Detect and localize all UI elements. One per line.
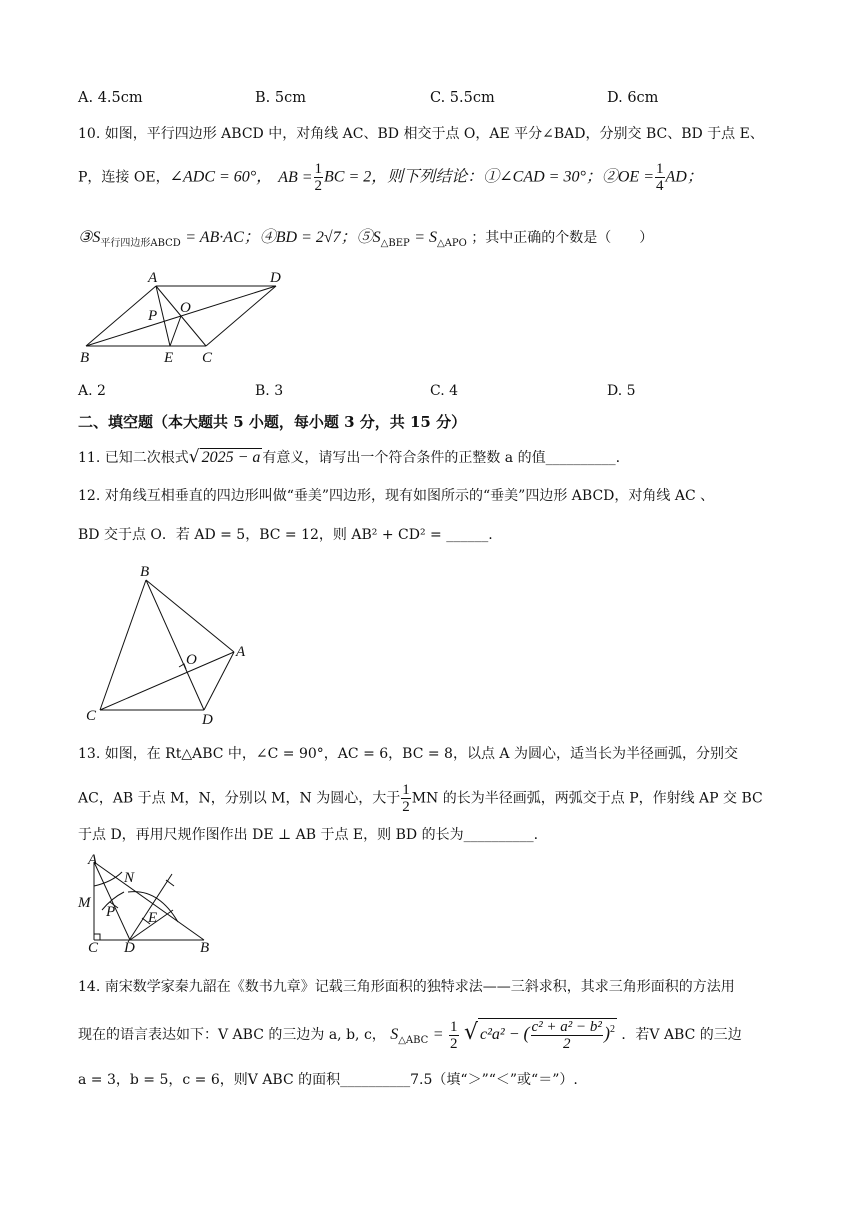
label-E: E: [148, 910, 158, 926]
q10-option-a: A. 2: [78, 383, 106, 399]
q12-quadrilateral-figure: [84, 562, 254, 727]
q13-line1: 13. 如图，在 Rt△ABC 中，∠C = 90°，AC = 6，BC = 8，以点 A 为圆心，适当长为半径画弧，分别交: [78, 746, 738, 762]
label-B: B: [80, 350, 90, 366]
option-d: D. 6cm: [607, 90, 659, 106]
label-B: B: [140, 564, 150, 580]
label-N: N: [124, 870, 135, 886]
option-a: A. 4.5cm: [78, 90, 143, 106]
label-O: O: [180, 300, 191, 316]
q10-option-b: B. 3: [255, 383, 284, 399]
label-C: C: [202, 350, 213, 366]
label-D: D: [270, 270, 281, 286]
label-C: C: [88, 940, 99, 956]
label-B: B: [200, 940, 210, 956]
label-A: A: [236, 644, 246, 660]
label-E: E: [164, 350, 174, 366]
fraction-quarter: $\frac{1}{4}$: [656, 161, 664, 194]
q13-line3: 于点 D，再用尺规作图作出 DE ⊥ AB 于点 E，则 BD 的长为__________.: [78, 827, 539, 843]
fraction-half: $\frac{1}{2}$: [314, 161, 323, 194]
q10-option-c: C. 4: [430, 383, 459, 399]
q12-line1: 12. 对角线互相垂直的四边形叫做“垂美”四边形，现有如图所示的“垂美”四边形 ABCD，对角线 AC 、: [78, 488, 715, 504]
section-heading: 二、填空题（本大题共 5 小题，每小题 3 分，共 15 分）: [78, 413, 467, 431]
option-c: C. 5.5cm: [430, 90, 495, 106]
q10-parallelogram-figure: [78, 268, 288, 368]
label-M: M: [78, 895, 91, 911]
q13-triangle-figure: [78, 852, 228, 954]
label-C: C: [86, 708, 97, 724]
label-D: D: [202, 712, 213, 728]
q14-line1: 14. 南宋数学家秦九韶在《数书九章》记载三角形面积的独特求法——三斜求积，其求三角形面积的方法用: [78, 979, 735, 995]
label-A: A: [148, 270, 158, 286]
q10-line1: 10. 如图，平行四边形 ABCD 中，对角线 AC、BD 相交于点 O，AE 平分∠BAD，分别交 BC、BD 于点 E、: [78, 126, 764, 142]
label-D: D: [124, 940, 135, 956]
label-O: O: [186, 652, 197, 668]
q10-line3: $③S_{平行四边形ABCD} = AB\cdot AC$；④BD = 2√7；$⑤S_{\triangle BEP} = S_{\triangle APO}$ ；其中正确的个数是（ ）: [78, 229, 654, 249]
q14-line2: 现在的语言表达如下：V ABC 的三边为 a, b, c， $S_{\triangle ABC}$ = $\frac{1}{2}$ √ c²a² − ( $\frac{\text{c² + a² − b²}}{2}$ )$^2$ ．若V ABC 的三边: [78, 1018, 742, 1052]
q12-line2: BD 交于点 O．若 AD = 5，BC = 12，则 AB² + CD² = ______.: [78, 527, 493, 543]
fraction-half: $\frac{1}{2}$: [402, 782, 410, 815]
q10-line2: P，连接 OE，∠ADC = 60°， AB = $\frac{1}{2}$ BC = 2，则下列结论：①∠CAD = 30°；②OE = $\frac{1}{4}$ AD；: [78, 161, 703, 194]
q14-line3: a = 3，b = 5，c = 6，则V ABC 的面积__________7.5（填“＞”“＜”或“＝”）.: [78, 1072, 578, 1088]
label-A: A: [88, 852, 98, 868]
option-b: B. 5cm: [255, 90, 306, 106]
q10-option-d: D. 5: [607, 383, 636, 399]
label-P: P: [148, 308, 158, 324]
label-P: P: [106, 904, 116, 920]
q11: 11. 已知二次根式√ 2025 − a 有意义，请写出一个符合条件的正整数 a 的值__________.: [78, 447, 621, 467]
q13-line2: AC，AB 于点 M，N，分别以 M，N 为圆心，大于 $\frac{1}{2}$ MN 的长为半径画弧，两弧交于点 P，作射线 AP 交 BC: [78, 782, 763, 815]
